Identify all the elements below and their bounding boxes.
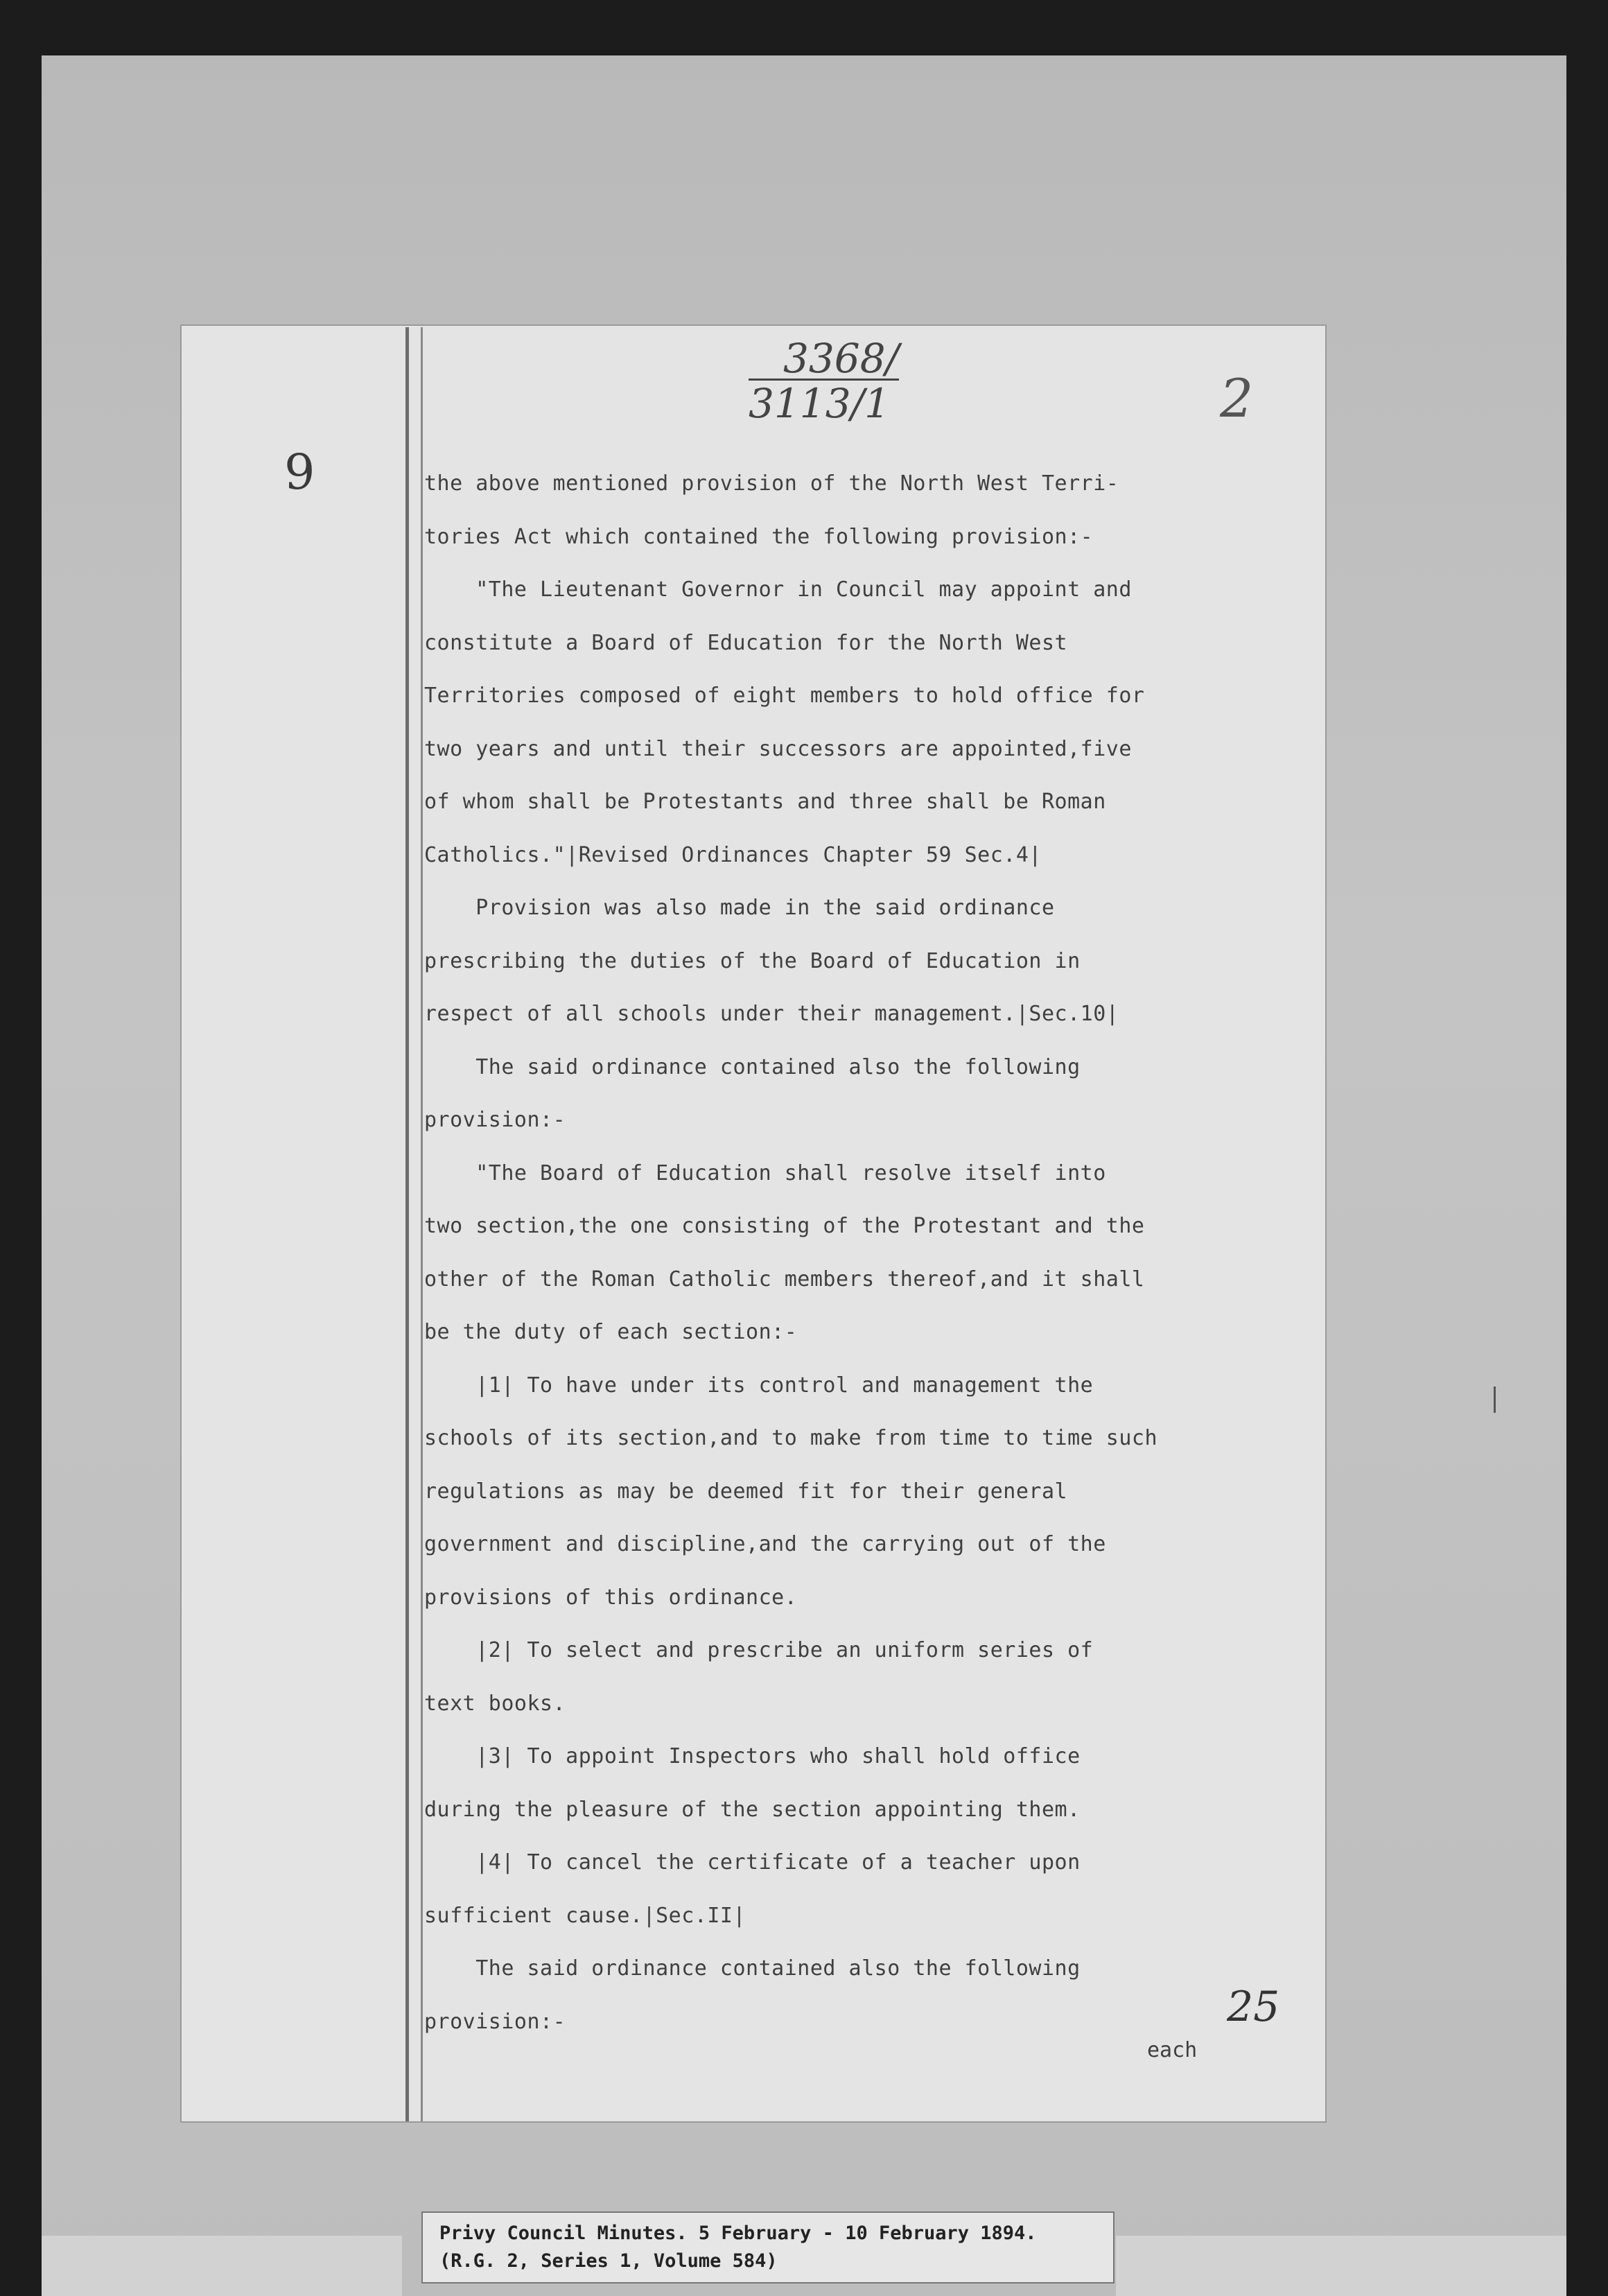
text-line: other of the Roman Catholic members thereof,and it shall [424, 1267, 1145, 1292]
text-line: "The Board of Education shall resolve itself into [424, 1160, 1106, 1185]
text-line: during the pleasure of the section appointing them. [424, 1797, 1081, 1822]
caption-line-2: (R.G. 2, Series 1, Volume 584) [439, 2250, 778, 2272]
text-line: regulations as may be deemed fit for their general [424, 1479, 1068, 1504]
text-line: text books. [424, 1691, 566, 1716]
text-line: government and discipline,and the carrying out of the [424, 1532, 1106, 1556]
text-line: The said ordinance contained also the following [424, 1956, 1081, 1981]
margin-annotation: 9 [284, 444, 315, 501]
mount-edge-right [1116, 2236, 1566, 2296]
catchword: each [1147, 2038, 1198, 2062]
archive-caption-label [421, 2211, 1115, 2284]
folio-number [749, 335, 900, 427]
text-line: |4| To cancel the certificate of a teacher upon [424, 1850, 1081, 1875]
margin-rule [405, 327, 409, 2121]
corner-page-number: 2 [1220, 367, 1254, 429]
margin-rule-secondary [421, 327, 423, 2121]
text-line: tories Act which contained the following provision:- [424, 524, 1094, 549]
text-line: schools of its section,and to make from time to time such [424, 1426, 1158, 1450]
text-line: provision:- [424, 1108, 566, 1132]
text-line: be the duty of each section:- [424, 1320, 798, 1344]
text-line: |2| To select and prescribe an uniform series of [424, 1638, 1094, 1662]
text-line: constitute a Board of Education for the North West [424, 630, 1068, 655]
text-line: two section,the one consisting of the Protestant and the [424, 1214, 1145, 1238]
body-text [424, 458, 1256, 2049]
text-line: The said ordinance contained also the following [424, 1054, 1081, 1079]
text-line: Provision was also made in the said ordinance [424, 896, 1055, 920]
folio-numerator: 3368/ [783, 335, 900, 382]
text-line: provisions of this ordinance. [424, 1585, 798, 1610]
text-line: "The Lieutenant Governor in Council may appoint and [424, 577, 1132, 602]
caption-line-1: Privy Council Minutes. 5 February - 10 February 1894. [439, 2223, 1037, 2244]
text-line: provision:- [424, 2009, 566, 2034]
handwritten-page-number: 25 [1227, 1983, 1280, 2031]
text-line: two years and until their successors are appointed,five [424, 736, 1132, 761]
mount-edge-left [42, 2236, 402, 2296]
text-line: the above mentioned provision of the North West Terri- [424, 471, 1119, 496]
text-line: |1| To have under its control and management the [424, 1373, 1094, 1398]
stray-mark [1494, 1386, 1496, 1413]
text-line: |3| To appoint Inspectors who shall hold office [424, 1744, 1081, 1768]
text-line: respect of all schools under their management.|Sec.10| [424, 1002, 1119, 1026]
text-line: of whom shall be Protestants and three shall be Roman [424, 790, 1106, 814]
folio-denominator: 3113/1 [749, 379, 899, 424]
text-line: Territories composed of eight members to hold office for [424, 684, 1145, 708]
text-line: sufficient cause.|Sec.II| [424, 1903, 746, 1928]
text-line: Catholics."|Revised Ordinances Chapter 59 Sec.4| [424, 842, 1042, 867]
text-line: prescribing the duties of the Board of Education in [424, 948, 1081, 973]
